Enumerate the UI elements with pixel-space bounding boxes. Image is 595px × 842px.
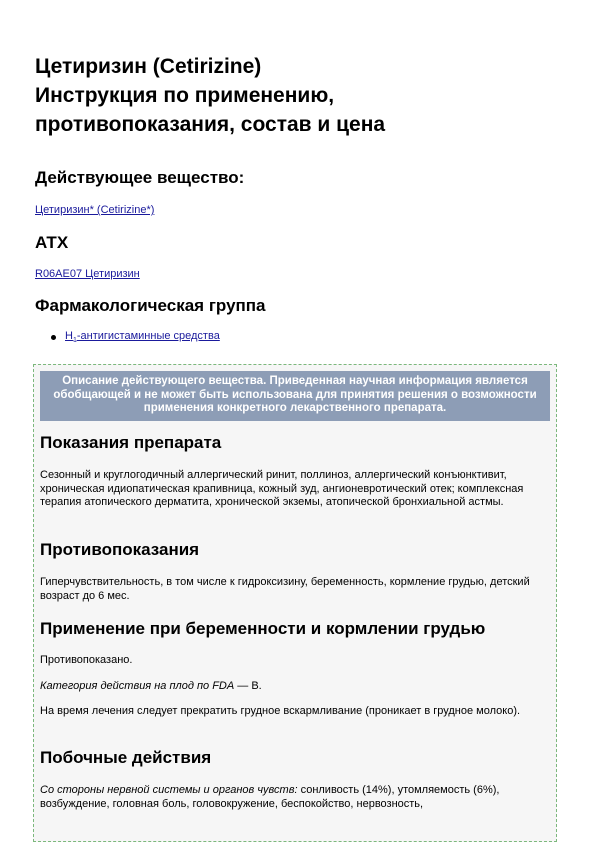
indications-heading: Показания препарата xyxy=(40,433,222,452)
pharm-group-link-prefix: H xyxy=(65,330,73,342)
contraindications-heading: Противопоказания xyxy=(40,540,200,559)
fda-category-value: — B. xyxy=(234,680,262,692)
substance-description-box xyxy=(33,364,557,842)
side-effects-category: Со стороны нервной системы и органов чувств: xyxy=(40,784,298,796)
bullet-icon xyxy=(51,335,56,340)
pharm-group-heading: Фармакологическая группа xyxy=(35,296,266,315)
pregnancy-text-2 xyxy=(40,680,552,694)
page-title-line-3: противопоказания, состав и цена xyxy=(35,113,386,136)
pharm-group-link[interactable] xyxy=(65,330,220,345)
side-effects-text xyxy=(40,784,552,811)
active-substance-heading: Действующее вещество: xyxy=(35,168,245,187)
pharm-group-link-subscript: 1 xyxy=(72,337,77,345)
pregnancy-text-3: На время лечения следует прекратить грудное вскармливание (проникает в грудное молоко). xyxy=(40,705,521,717)
active-substance-link[interactable]: Цетиризин* (Cetirizine*) xyxy=(35,204,155,216)
pharm-group-list xyxy=(35,330,220,344)
pregnancy-text-1: Противопоказано. xyxy=(40,654,133,666)
pharm-group-link-text: -антигистаминные средства xyxy=(76,330,220,342)
pregnancy-heading: Применение при беременности и кормлении грудью xyxy=(40,619,486,638)
contraindications-text: Гиперчувствительность, в том числе к гидроксизину, беременность, кормление грудью, детский возраст до 6 мес. xyxy=(40,576,530,602)
list-item xyxy=(35,330,220,344)
page-title-line-2: Инструкция по применению, xyxy=(35,84,335,107)
fda-category-label: Категория действия на плод по FDA xyxy=(40,680,235,692)
disclaimer-notice: Описание действующего вещества. Приведенная научная информация является обобщающей и не может быть использована для принятия решения о возможности применения конкретного лекарственного препарата. xyxy=(40,371,550,421)
page-title-line-1: Цетиризин (Cetirizine) xyxy=(35,55,262,78)
atx-link[interactable]: R06AE07 Цетиризин xyxy=(35,268,140,280)
side-effects-list: сонливость (14%), утомляемость (6%), возбуждение, головная боль, головокружение, беспокойство, нервозность, xyxy=(40,784,500,810)
side-effects-heading: Побочные действия xyxy=(40,748,212,767)
page-title xyxy=(35,52,385,139)
atx-heading: АТХ xyxy=(35,233,69,252)
indications-text: Сезонный и круглогодичный аллергический ринит, поллиноз, аллергический конъюнктивит, хроническая идиопатическая крапивница, кожный зуд, ангионевротический отек; комплексная терапия атопического дерматита, хронической экземы, атопической бронхиальной астмы. xyxy=(40,469,524,508)
